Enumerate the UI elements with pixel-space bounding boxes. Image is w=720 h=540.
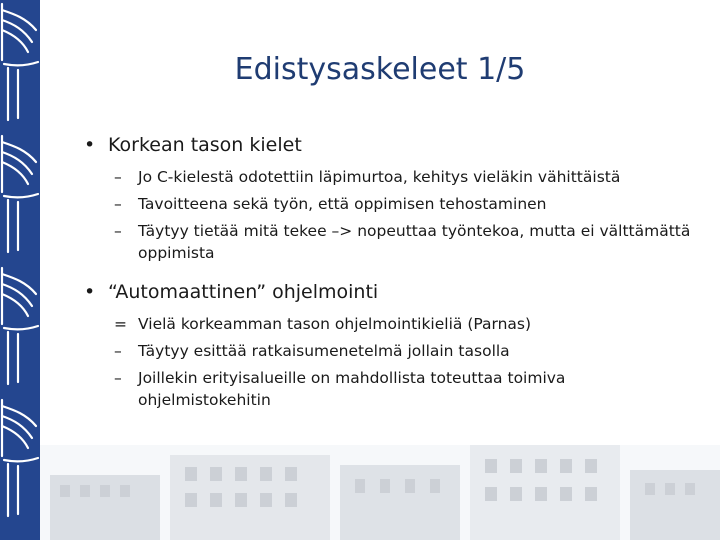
sub-bullet-marker: = — [114, 315, 127, 333]
sub-bullet-item — [80, 340, 700, 362]
bullet-item — [80, 132, 700, 158]
bullet-marker: • — [84, 281, 96, 303]
bullet-marker: • — [84, 134, 96, 156]
bullet-item — [80, 279, 700, 305]
sub-bullet-text: Tavoitteena sekä työn, että oppimisen tehostaminen — [138, 195, 547, 213]
bullet-text: “Automaattinen” ohjelmointi — [108, 281, 379, 303]
bullet-text: Korkean tason kielet — [108, 134, 302, 156]
side-band — [0, 0, 40, 540]
sub-bullet-item — [80, 367, 700, 411]
sub-bullet-text: Täytyy esittää ratkaisumenetelmä jollain tasolla — [138, 342, 510, 360]
sub-bullet-text: Täytyy tietää mitä tekee –> nopeuttaa työntekoa, mutta ei välttämättä oppimista — [138, 222, 691, 262]
sub-bullet-marker: – — [114, 369, 122, 387]
sub-bullet-marker: – — [114, 168, 122, 186]
slide-content — [80, 132, 700, 416]
sub-bullet-item — [80, 166, 700, 188]
sub-bullet-item — [80, 313, 700, 335]
university-emblem-icon — [0, 0, 40, 540]
sub-bullet-text: Joillekin erityisalueille on mahdollista toteuttaa toimiva ohjelmistokehitin — [138, 369, 566, 409]
footer-building-image — [40, 445, 720, 540]
sub-bullet-item — [80, 193, 700, 215]
sub-bullet-text: Jo C-kielestä odotettiin läpimurtoa, kehitys vieläkin vähittäistä — [138, 168, 621, 186]
sub-bullet-text: Vielä korkeamman tason ohjelmointikieliä (Parnas) — [138, 315, 532, 333]
sub-bullet-marker: – — [114, 195, 122, 213]
slide-title: Edistysaskeleet 1/5 — [234, 52, 526, 87]
sub-bullet-marker: – — [114, 222, 122, 240]
sub-bullet-item — [80, 220, 700, 264]
sub-bullet-marker: – — [114, 342, 122, 360]
